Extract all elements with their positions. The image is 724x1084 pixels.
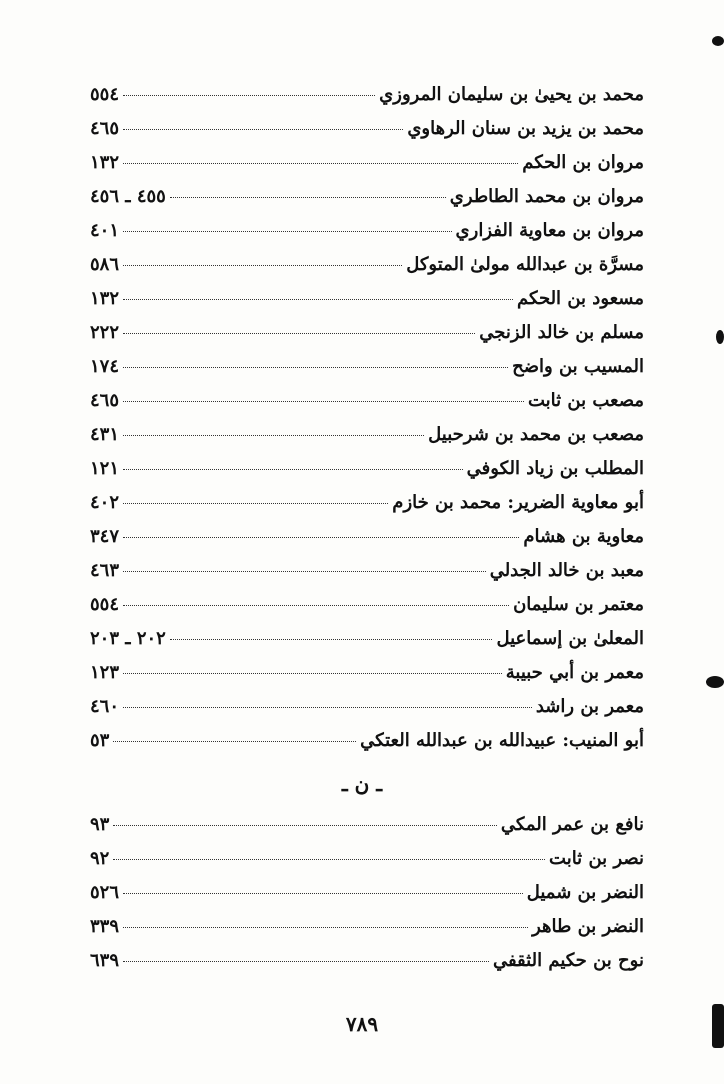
entry-pages: ٩٣	[90, 814, 110, 835]
dot-leader	[123, 435, 424, 436]
index-entry	[90, 220, 644, 254]
scan-mark	[706, 676, 724, 688]
index-entry	[90, 458, 644, 492]
dot-leader	[123, 265, 402, 266]
index-entry	[90, 882, 644, 916]
dot-leader	[123, 469, 463, 470]
index-entry	[90, 662, 644, 696]
index-entry	[90, 424, 644, 458]
entry-name: المعلىٰ بن إسماعيل	[496, 628, 644, 649]
scan-mark	[712, 1004, 724, 1048]
index-entry	[90, 560, 644, 594]
entry-name: محمد بن يحيىٰ بن سليمان المروزي	[379, 84, 644, 105]
index-entry	[90, 916, 644, 950]
index-entry	[90, 390, 644, 424]
dot-leader	[123, 707, 532, 708]
index-entry	[90, 288, 644, 322]
entry-name: معمر بن راشد	[535, 696, 644, 717]
dot-leader	[123, 333, 475, 334]
dot-leader	[123, 673, 502, 674]
index-list-noon	[90, 814, 644, 984]
index-entry	[90, 492, 644, 526]
entry-name: مروان بن معاوية الفزاري	[455, 220, 644, 241]
index-entry	[90, 152, 644, 186]
entry-name: مسرَّة بن عبدالله مولىٰ المتوكل	[406, 254, 644, 275]
entry-name: مروان بن الحكم	[522, 152, 644, 173]
entry-pages: ٤٦٠	[90, 696, 120, 717]
entry-name: المسيب بن واضح	[512, 356, 644, 377]
dot-leader	[170, 639, 493, 640]
index-entry	[90, 814, 644, 848]
index-entry	[90, 628, 644, 662]
entry-name: معمر بن أبي حبيبة	[505, 662, 644, 683]
entry-pages: ٤٦٣	[90, 560, 120, 581]
entry-pages: ٥٢٦	[90, 882, 120, 903]
dot-leader	[123, 95, 375, 96]
entry-name: معاوية بن هشام	[523, 526, 644, 547]
scan-mark	[716, 330, 724, 344]
index-entry	[90, 950, 644, 984]
entry-pages: ١٣٢	[90, 288, 120, 309]
entry-pages: ١٣٢	[90, 152, 120, 173]
entry-name: مصعب بن ثابت	[527, 390, 644, 411]
entry-pages: ٤٥٥ ـ ٤٥٦	[90, 186, 166, 207]
entry-pages: ٥٨٦	[90, 254, 120, 275]
dot-leader	[123, 961, 489, 962]
index-entry	[90, 848, 644, 882]
index-entry	[90, 118, 644, 152]
entry-pages: ٣٣٩	[90, 916, 120, 937]
index-entry	[90, 186, 644, 220]
entry-pages: ١٧٤	[90, 356, 120, 377]
entry-name: نصر بن ثابت	[549, 848, 644, 869]
entry-pages: ٥٥٤	[90, 594, 120, 615]
entry-pages: ٩٢	[90, 848, 110, 869]
dot-leader	[123, 129, 403, 130]
scan-mark	[712, 36, 724, 46]
index-entry	[90, 322, 644, 356]
index-entry	[90, 594, 644, 628]
entry-pages: ٣٤٧	[90, 526, 120, 547]
dot-leader	[123, 571, 486, 572]
entry-pages: ١٢١	[90, 458, 120, 479]
dot-leader	[123, 367, 508, 368]
entry-name: مصعب بن محمد بن شرحبيل	[428, 424, 644, 445]
dot-leader	[123, 163, 518, 164]
dot-leader	[123, 893, 523, 894]
entry-name: مسلم بن خالد الزنجي	[479, 322, 644, 343]
dot-leader	[113, 741, 356, 742]
dot-leader	[113, 859, 545, 860]
index-entry	[90, 254, 644, 288]
entry-name: نافع بن عمر المكي	[500, 814, 644, 835]
entry-name: نوح بن حكيم الثقفي	[492, 950, 644, 971]
entry-pages: ٢٠٢ ـ ٢٠٣	[90, 628, 166, 649]
dot-leader	[123, 503, 388, 504]
entry-pages: ٦٣٩	[90, 950, 120, 971]
dot-leader	[170, 197, 446, 198]
entry-name: معتمر بن سليمان	[513, 594, 644, 615]
index-list-meem	[90, 84, 644, 764]
index-entry	[90, 84, 644, 118]
dot-leader	[123, 231, 452, 232]
index-entry	[90, 526, 644, 560]
entry-name: معبد بن خالد الجدلي	[489, 560, 644, 581]
entry-pages: ٤٦٥	[90, 390, 120, 411]
entry-pages: ٤٠١	[90, 220, 120, 241]
entry-name: محمد بن يزيد بن سنان الرهاوي	[407, 118, 644, 139]
entry-name: المطلب بن زياد الكوفي	[466, 458, 644, 479]
page-number: ٧٨٩	[345, 1012, 379, 1036]
dot-leader	[123, 927, 528, 928]
index-entry	[90, 730, 644, 764]
dot-leader	[113, 825, 497, 826]
index-entry	[90, 356, 644, 390]
entry-pages: ٤٠٢	[90, 492, 120, 513]
entry-pages: ٤٦٥	[90, 118, 120, 139]
dot-leader	[123, 537, 519, 538]
entry-name: مسعود بن الحكم	[517, 288, 644, 309]
entry-name: أبو المنيب: عبيدالله بن عبدالله العتكي	[360, 730, 644, 751]
entry-pages: ٥٣	[90, 730, 110, 751]
entry-name: النضر بن شميل	[526, 882, 644, 903]
section-heading-noon: ـ ن ـ	[341, 772, 383, 796]
entry-name: مروان بن محمد الطاطري	[449, 186, 644, 207]
entry-pages: ١٢٣	[90, 662, 120, 683]
dot-leader	[123, 401, 524, 402]
entry-pages: ٢٢٢	[90, 322, 120, 343]
entry-name: النضر بن طاهر	[532, 916, 644, 937]
entry-name: أبو معاوية الضرير: محمد بن خازم	[392, 492, 644, 513]
entry-pages: ٤٣١	[90, 424, 120, 445]
dot-leader	[123, 605, 509, 606]
dot-leader	[123, 299, 513, 300]
index-entry	[90, 696, 644, 730]
entry-pages: ٥٥٤	[90, 84, 120, 105]
